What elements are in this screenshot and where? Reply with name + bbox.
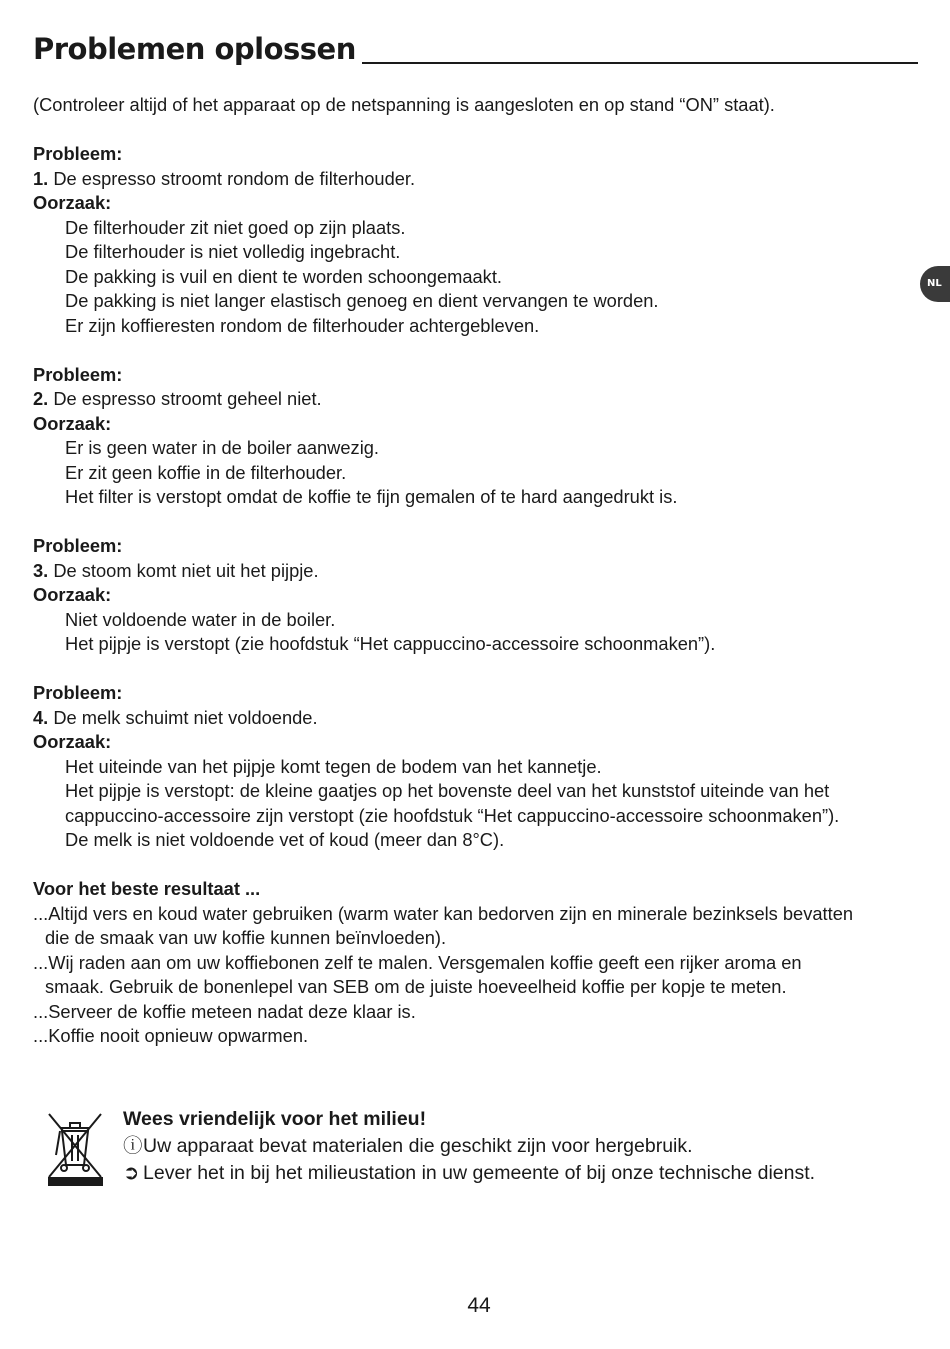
crossed-out-wheelie-bin-icon [46, 1111, 104, 1187]
problem-text: De espresso stroomt rondom de filterhouder. [53, 167, 416, 189]
page-title: Problemen oplossen [33, 32, 356, 66]
problem-description [33, 559, 903, 584]
tip-line: smaak. Gebruik de bonenlepel van SEB om de juiste hoeveelheid koffie per kopje te meten. [45, 976, 787, 997]
tip-line: ...Serveer de koffie meteen nadat deze klaar is. [33, 1000, 416, 1022]
best-result-section [33, 877, 903, 1049]
environment-section [123, 1106, 913, 1187]
cause-label: Oorzaak: [33, 412, 112, 434]
title-rule [362, 62, 918, 64]
cause-item: De filterhouder is niet volledig ingebracht. [65, 241, 401, 262]
problem-block [33, 363, 903, 510]
cause-item: Er zit geen koffie in de filterhouder. [65, 461, 347, 483]
cause-item: cappuccino-accessoire zijn verstopt (zie hoofdstuk “Het cappuccino-accessoire schoonmaken”). [65, 804, 840, 826]
cause-item: De melk is niet voldoende vet of koud (meer dan 8°C). [65, 829, 505, 850]
problem-text: De melk schuimt niet voldoende. [53, 706, 318, 728]
cause-label: Oorzaak: [33, 584, 112, 605]
cause-item: Niet voldoende water in de boiler. [65, 608, 336, 630]
cause-item: De filterhouder zit niet goed op zijn plaats. [65, 216, 406, 238]
environment-return-text: Lever het in bij het milieustation in uw gemeente of bij onze technische dienst. [143, 1162, 816, 1184]
problem-description [33, 387, 903, 412]
problem-label: Probleem: [33, 535, 123, 556]
info-icon: ⓘ [123, 1135, 143, 1157]
cause-item: Het filter is verstopt omdat de koffie te fijn gemalen of te hard aangedrukt is. [65, 486, 678, 507]
tip-line: ...Wij raden aan om uw koffiebonen zelf te malen. Versgemalen koffie geeft een rijker aroma en [33, 951, 802, 973]
page-number: 44 [467, 1294, 491, 1317]
problem-text: De espresso stroomt geheel niet. [53, 388, 322, 409]
environment-info-text: Uw apparaat bevat materialen die geschikt zijn voor hergebruik. [143, 1135, 693, 1157]
tip-line: die de smaak van uw koffie kunnen beïnvloeden). [45, 927, 447, 948]
language-tab: NL [920, 266, 950, 302]
cause-item: Het uiteinde van het pijpje komt tegen de bodem van het kannetje. [65, 755, 602, 777]
cause-item: De pakking is vuil en dient te worden schoongemaakt. [65, 265, 502, 287]
problem-text: De stoom komt niet uit het pijpje. [53, 559, 319, 581]
cause-label: Oorzaak: [33, 192, 112, 213]
problem-description [33, 167, 903, 192]
environment-heading: Wees vriendelijk voor het milieu! [123, 1108, 427, 1130]
best-result-heading: Voor het beste resultaat ... [33, 878, 261, 899]
cause-item: De pakking is niet langer elastisch genoeg en dient vervangen te worden. [65, 290, 659, 311]
arrow-icon: ➲ [123, 1162, 140, 1184]
problem-number: 2. [33, 388, 49, 409]
cause-item: Er is geen water in de boiler aanwezig. [65, 437, 380, 458]
problem-number: 4. [33, 706, 49, 728]
intro-text: (Controleer altijd of het apparaat op de netspanning is aangesloten en op stand “ON” staat). [33, 94, 775, 115]
problem-block [33, 681, 903, 853]
problem-label: Probleem: [33, 363, 123, 385]
cause-label: Oorzaak: [33, 731, 112, 752]
problem-number: 1. [33, 167, 49, 189]
problem-label: Probleem: [33, 143, 123, 164]
problem-description [33, 706, 903, 731]
problem-block [33, 534, 903, 657]
tip-line: ...Koffie nooit opnieuw opwarmen. [33, 1025, 309, 1046]
environment-return-line [123, 1160, 913, 1187]
problem-number: 3. [33, 559, 49, 581]
tip-line: ...Altijd vers en koud water gebruiken (warm water kan bedorven zijn en minerale bezinksels bevatten [33, 902, 854, 924]
cause-item: Het pijpje is verstopt: de kleine gaatjes op het bovenste deel van het kunststof uiteinde van het [65, 780, 830, 801]
environment-info-line [123, 1133, 913, 1160]
document-body [33, 93, 903, 1049]
problem-block [33, 142, 903, 338]
problem-label: Probleem: [33, 682, 123, 703]
cause-item: Er zijn koffieresten rondom de filterhouder achtergebleven. [65, 314, 540, 336]
cause-item: Het pijpje is verstopt (zie hoofdstuk “Het cappuccino-accessoire schoonmaken”). [65, 633, 716, 654]
page-header [33, 30, 918, 66]
